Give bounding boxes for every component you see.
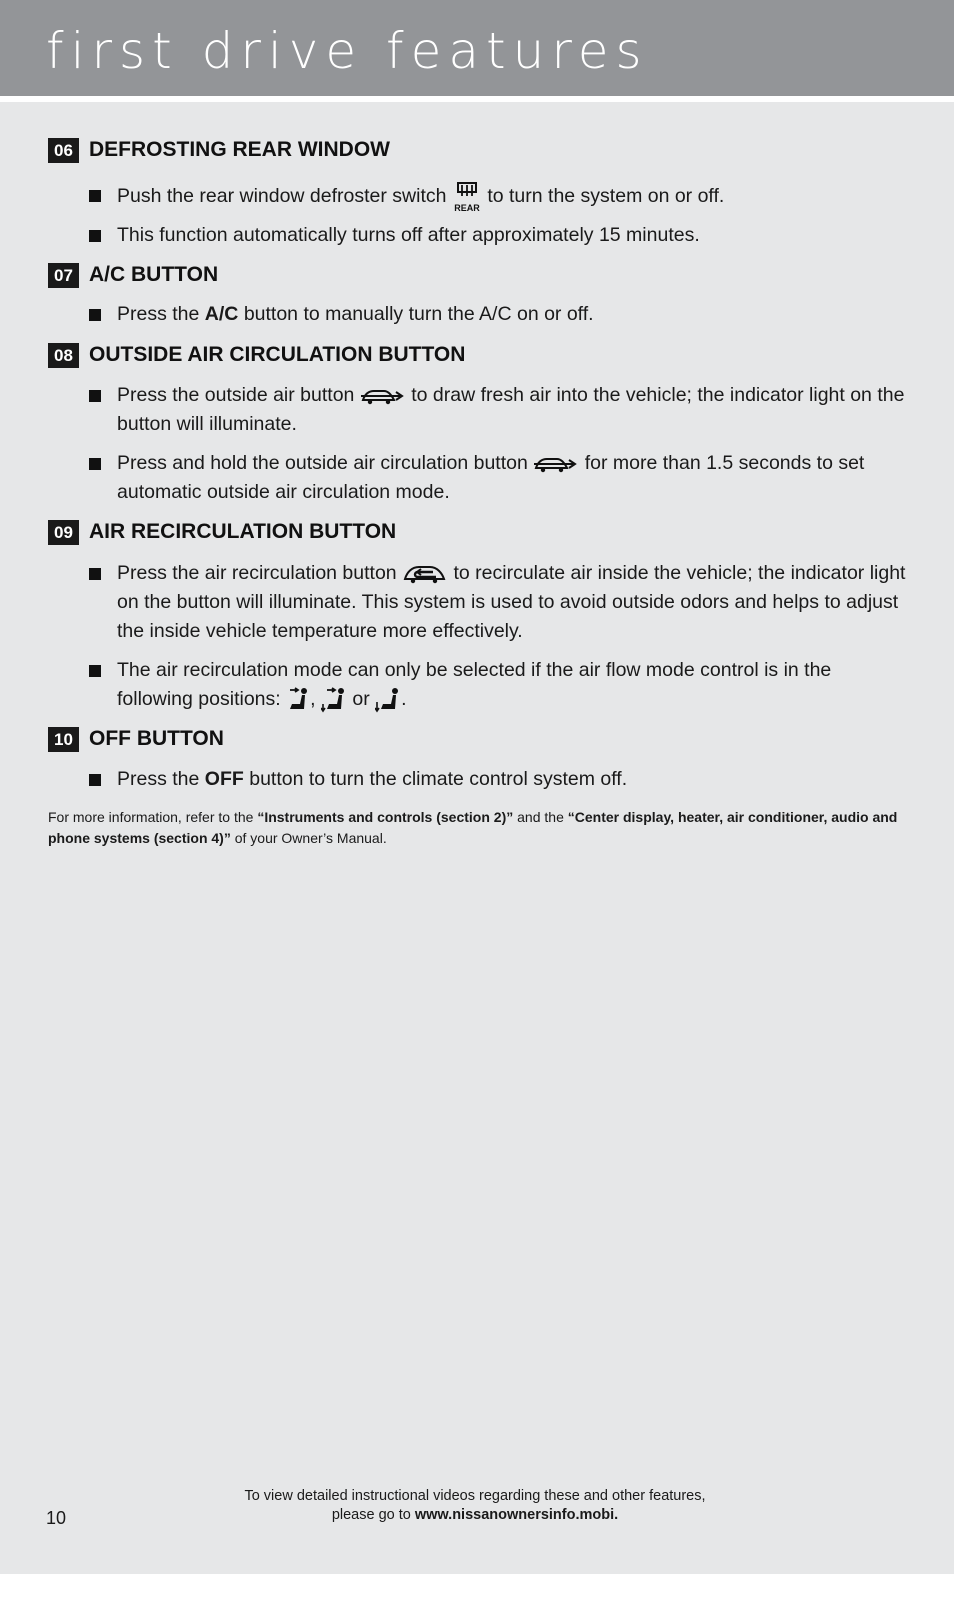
bullet-square — [89, 309, 101, 321]
section-09-heading — [48, 519, 396, 545]
off-button-label: OFF — [204, 768, 244, 790]
section-number: 06 — [48, 138, 79, 163]
page-number: 10 — [46, 1508, 67, 1528]
reference-link: “Center display, heater, air conditioner, audio and phone systems (section 4)” — [48, 809, 898, 846]
bullet-square — [89, 774, 101, 786]
list-item: The air recirculation mode can only be selected if the air flow mode control is in the following positions: , or . — [89, 656, 909, 714]
section-06-heading — [48, 137, 390, 163]
section-title: AIR RECIRCULATION BUTTON — [89, 520, 397, 543]
list-item: Press the air recirculation button to recirculate air inside the vehicle; the indicator light on the button will illuminate. This system is used to avoid outside odors and helps to adjust the inside vehicle temperature more effectively. — [89, 559, 909, 646]
website-link[interactable]: www.nissanownersinfo.mobi. — [414, 1507, 619, 1523]
reference-link: “Instruments and controls (section 2)” — [257, 809, 514, 825]
list-item: Press the A/C button to manually turn the A/C on or off. — [89, 300, 909, 329]
bullet-square — [89, 665, 101, 677]
section-title: A/C BUTTON — [89, 263, 219, 286]
list-item: Push the rear window defroster switch REAR to turn the system on or off. — [89, 181, 909, 213]
section-10-heading — [48, 726, 224, 752]
list-item: This function automatically turns off after approximately 15 minutes. — [89, 221, 909, 250]
bullet-square — [89, 458, 101, 470]
section-number: 09 — [48, 520, 79, 545]
outside-air-icon — [533, 453, 579, 475]
section-title: DEFROSTING REAR WINDOW — [89, 138, 390, 161]
outside-air-icon — [360, 385, 406, 407]
page-header — [0, 0, 954, 96]
bullet-square — [89, 190, 101, 202]
svg-text:REAR: REAR — [454, 203, 480, 213]
list-item: Press and hold the outside air circulation button for more than 1.5 seconds to set automatic outside air circulation mode. — [89, 449, 909, 507]
section-title: OUTSIDE AIR CIRCULATION BUTTON — [89, 343, 466, 366]
ac-button-label: A/C — [204, 303, 239, 325]
section-number: 08 — [48, 343, 79, 368]
bullet-square — [89, 568, 101, 580]
rear-defrost-icon — [452, 181, 482, 213]
section-title: OFF BUTTON — [89, 727, 224, 750]
air-recirculation-icon — [402, 563, 448, 585]
footer-note: To view detailed instructional videos regarding these and other features, please go to www.nissanownersinfo.mobi. — [244, 1488, 706, 1523]
bullet-square — [89, 390, 101, 402]
airflow-mode-icon — [286, 687, 310, 713]
page-title: first drive features — [46, 22, 649, 80]
list-item: Press the OFF button to turn the climate control system off. — [89, 765, 909, 794]
list-item: Press the outside air button to draw fresh air into the vehicle; the indicator light on the button will illuminate. — [89, 381, 909, 439]
section-number: 10 — [48, 727, 79, 752]
bullet-square — [89, 230, 101, 242]
section-number: 07 — [48, 263, 79, 288]
airflow-mode-icon — [375, 687, 401, 713]
manual-references: For more information, refer to the “Instruments and controls (section 2)” and the “Center display, heater, air conditioner, audio and phone systems (section 4)” of your Owner’s Manual. — [48, 809, 898, 846]
section-08-heading — [48, 342, 465, 368]
airflow-mode-icon — [321, 687, 347, 713]
section-07-heading — [48, 262, 218, 288]
